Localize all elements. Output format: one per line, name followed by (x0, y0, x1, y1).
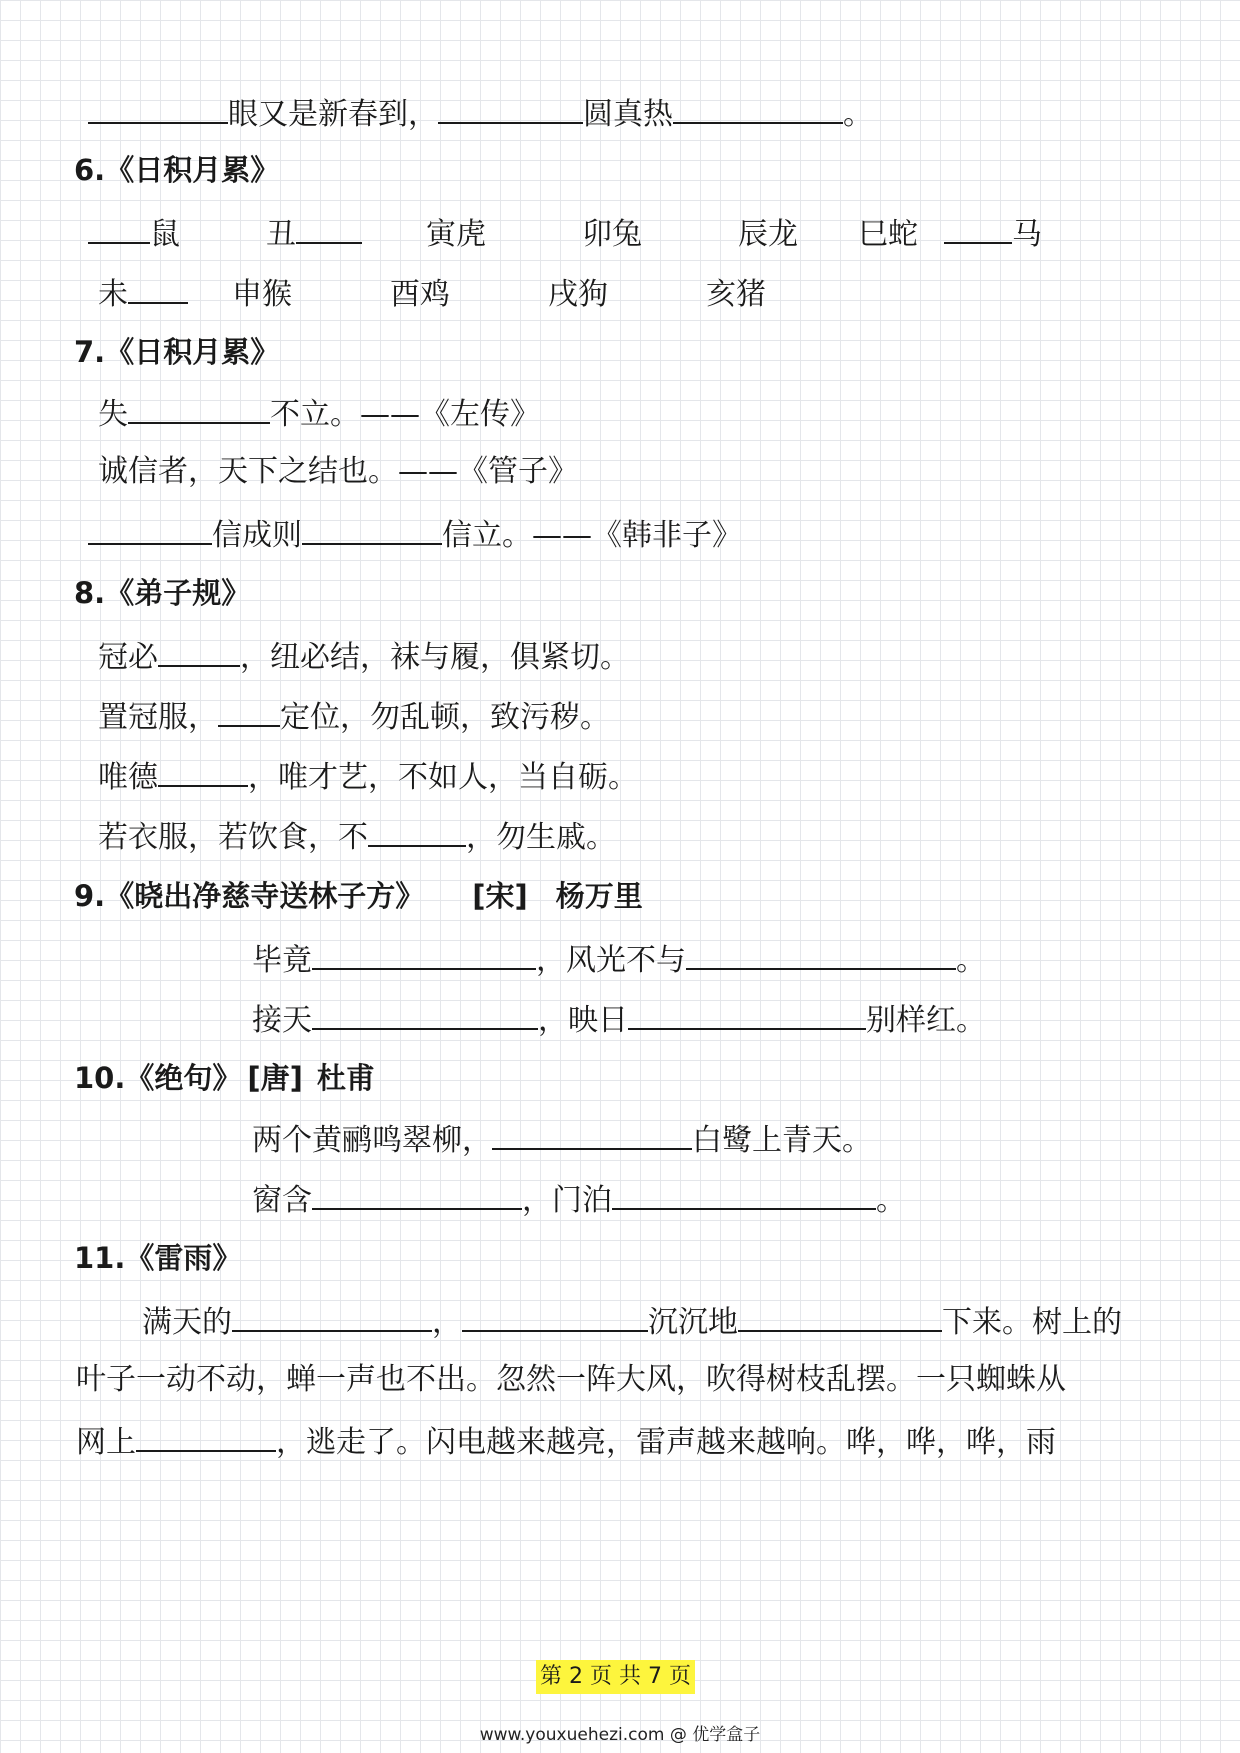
s7-line-2: 诚信者，天下之结也。——《管子》 (98, 454, 578, 489)
section-7-title: 7.《日积月累》 (74, 335, 280, 369)
blank (158, 635, 240, 667)
blank (232, 1300, 432, 1332)
s8-line-4: 若衣服，若饮食，不 ，勿生戚。 (98, 815, 616, 855)
s9-line-1: 毕竟 ，风光不与 。 (252, 938, 986, 978)
s8-line-2: 置冠服， 定位，勿乱顿，致污秽。 (98, 695, 610, 735)
section-9-title: 9.《晓出净慈寺送林子方》 [宋] 杨万里 (74, 879, 643, 913)
section-6-title: 6.《日积月累》 (74, 153, 280, 187)
s8-line-1: 冠必 ，纽必结，袜与履，俱紧切。 (98, 635, 630, 675)
zodiac-row-2: 未 申猴 酉鸡 戌狗 亥猪 (98, 272, 766, 312)
blank (88, 92, 228, 124)
blank (128, 272, 188, 304)
blank (88, 513, 212, 545)
author: 杜甫 (316, 1061, 375, 1095)
site-watermark: www.youxuehezi.com @ 优学盒子 (479, 1725, 761, 1745)
s11-line-2: 叶子一动不动，蝉一声也不出。忽然一阵大风，吹得树枝乱摆。一只蜘蛛从 (76, 1362, 1066, 1397)
blank (673, 92, 843, 124)
blank (88, 212, 150, 244)
s7-line-3: 信成则 信立。——《韩非子》 (88, 513, 742, 553)
page-number-label: 第 2 页 共 7 页 (536, 1660, 695, 1694)
blank (312, 1178, 522, 1210)
blank (686, 938, 956, 970)
blank (136, 1420, 276, 1452)
blank (218, 695, 280, 727)
section-11-title: 11.《雷雨》 (74, 1241, 242, 1275)
fill-line-new-year: 眼又是新春到， 圆真热 。 (88, 92, 873, 132)
author: 杨万里 (555, 879, 643, 913)
s7-line-1: 失 不立。——《左传》 (98, 392, 540, 432)
blank (128, 392, 270, 424)
s11-line-3: 网上 ，逃走了。闪电越来越亮，雷声越来越响。哗，哗，哗，雨 (76, 1420, 1056, 1460)
blank (438, 92, 583, 124)
blank (296, 212, 362, 244)
blank (462, 1300, 648, 1332)
blank (612, 1178, 876, 1210)
blank (492, 1118, 692, 1150)
s8-line-3: 唯德 ，唯才艺，不如人，当自砺。 (98, 755, 638, 795)
blank (368, 815, 466, 847)
dynasty: [唐] (247, 1061, 303, 1095)
s10-line-2: 窗含 ，门泊 。 (252, 1178, 906, 1218)
blank (302, 513, 442, 545)
blank (738, 1300, 942, 1332)
blank (944, 212, 1012, 244)
blank (628, 998, 866, 1030)
dynasty: [宋] (472, 879, 528, 913)
blank (312, 998, 538, 1030)
s10-line-1: 两个黄鹂鸣翠柳， 白鹭上青天。 (252, 1118, 872, 1158)
s11-line-1: 满天的 ， 沉沉地 下来。树上的 (142, 1300, 1122, 1340)
section-8-title: 8.《弟子规》 (74, 576, 251, 610)
s9-line-2: 接天 ，映日 别样红。 (252, 998, 986, 1038)
zodiac-row-1: 鼠 丑 寅虎 卯兔 辰龙 巳蛇 马 (88, 212, 1042, 252)
blank (312, 938, 536, 970)
section-10-title: 10.《绝句》 [唐] 杜甫 (74, 1061, 375, 1095)
blank (158, 755, 248, 787)
